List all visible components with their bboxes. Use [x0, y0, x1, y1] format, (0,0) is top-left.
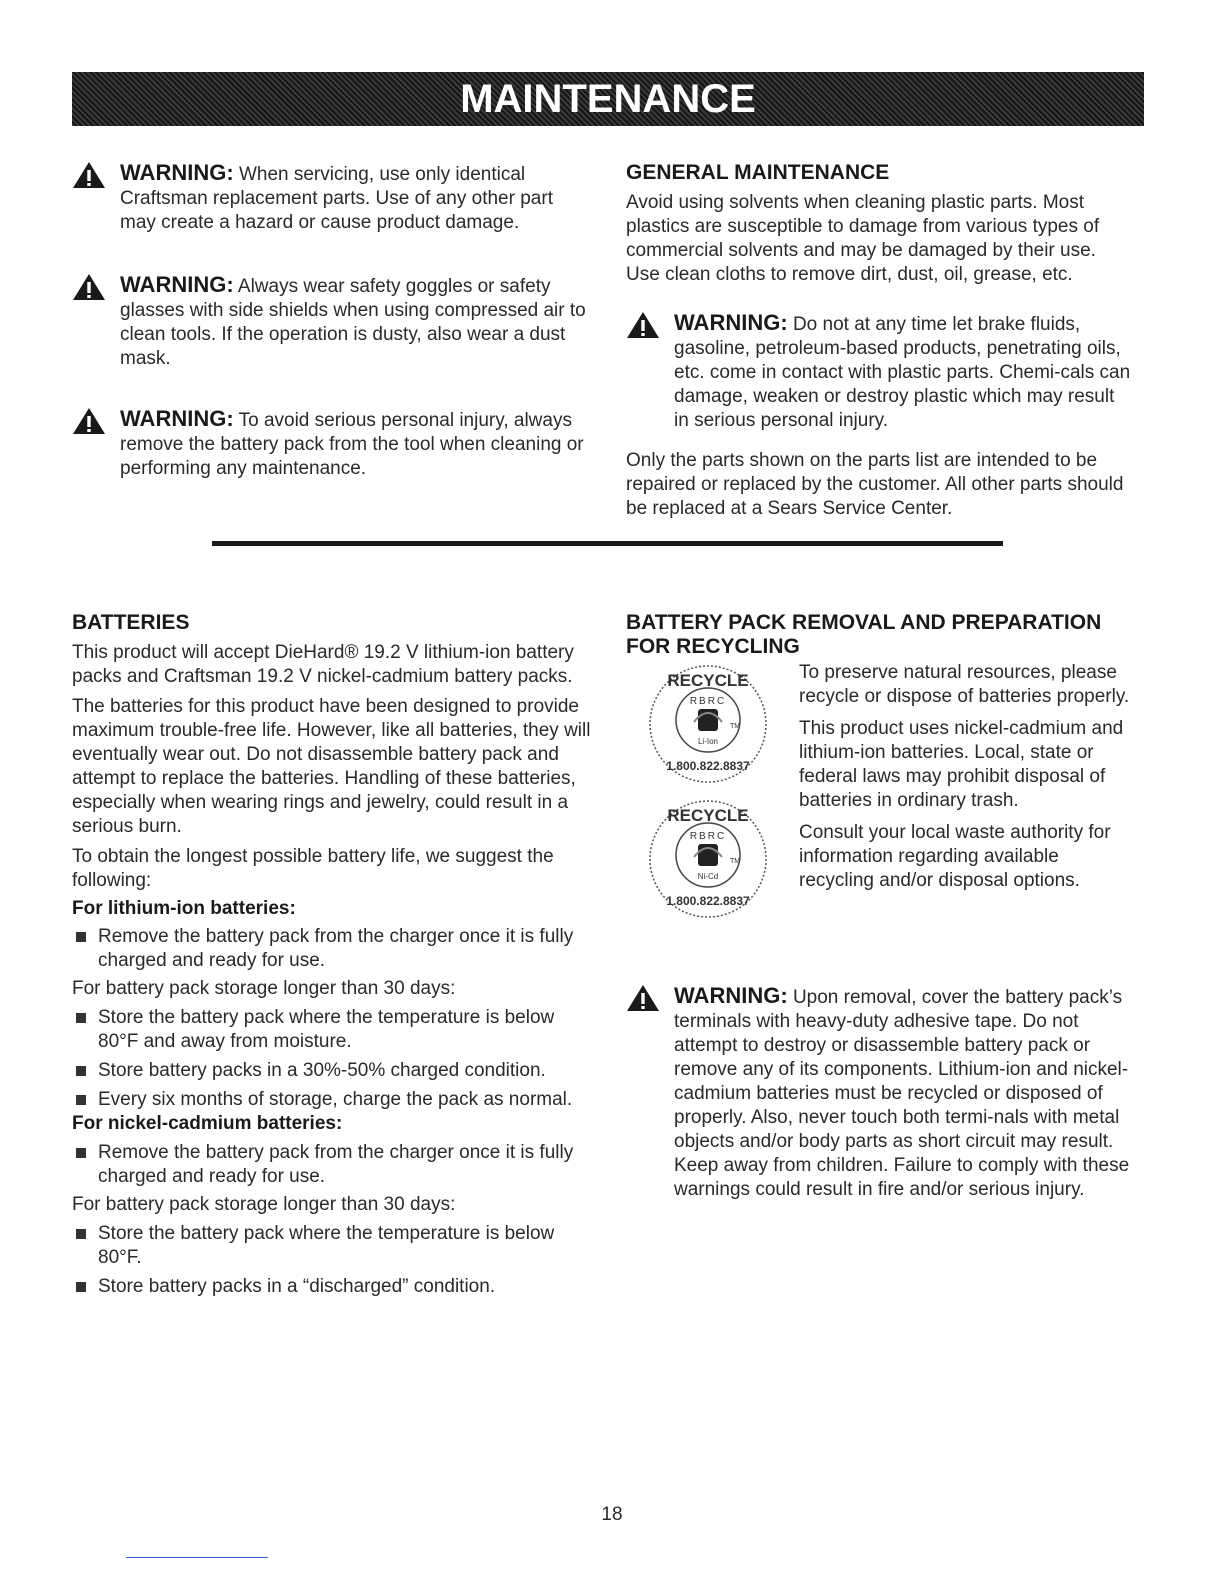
list-item — [72, 1059, 592, 1083]
warning-icon — [626, 984, 660, 1012]
list-item — [72, 925, 592, 973]
warning-keyword: WARNING: — [120, 160, 234, 185]
logo-type-text: Li-Ion — [697, 737, 719, 746]
list-item-text: Store the battery pack where the temperature is below 80°F. — [98, 1223, 555, 1268]
warning-text: When servicing, use only identical Craftsman replacement parts. Use of any other part may create a hazard or cause product damage. — [120, 164, 553, 233]
paragraph: To obtain the longest possible battery life, we suggest the following: — [72, 846, 554, 891]
paragraph: Avoid using solvents when cleaning plastic parts. Most plastics are susceptible to damage from various types of commercial solvents and may be damaged by their use. Use clean cloths to remove dirt, dust, oil, grease, etc. — [626, 192, 1100, 285]
subheading: For lithium-ion batteries: — [72, 898, 296, 919]
bullet-icon — [76, 1282, 86, 1292]
list-item — [72, 1141, 592, 1189]
logo-type-text: Ni-Cd — [697, 872, 719, 881]
section-heading: BATTERIES — [72, 611, 190, 634]
logo-tm-text: TM — [730, 723, 741, 730]
section-heading: BATTERY PACK REMOVAL AND PREPARATION FOR RECYCLING — [626, 611, 1102, 658]
paragraph: Consult your local waste authority for information regarding available recycling and/or disposal options. — [799, 822, 1111, 891]
warning-block — [72, 273, 592, 371]
warning-keyword: WARNING: — [120, 272, 234, 297]
list-item-text: Every six months of storage, charge the pack as normal. — [98, 1089, 573, 1110]
warning-text: Do not at any time let brake fluids, gasoline, petroleum-based products, penetrating oils, etc. come in contact with plastic parts. Chemi-cals can damage, weaken or destroy plastic which may result in serious personal injury. — [674, 314, 1131, 431]
paragraph: For battery pack storage longer than 30 days: — [72, 978, 456, 999]
recycling-section — [626, 611, 1131, 659]
bullet-icon — [76, 1066, 86, 1076]
bullet-icon — [76, 1013, 86, 1023]
section-banner — [72, 72, 1144, 126]
warning-keyword: WARNING: — [674, 310, 788, 335]
page-number: 18 — [601, 1504, 623, 1525]
paragraph: Only the parts shown on the parts list are intended to be repaired or replaced by the customer. All other parts should be replaced at a Sears Service Center. — [626, 450, 1124, 519]
warning-icon — [626, 311, 660, 339]
list-item-text: Store battery packs in a “discharged” condition. — [98, 1276, 496, 1297]
paragraph: This product uses nickel-cadmium and lithium-ion batteries. Local, state or federal laws may prohibit disposal of batteries in ordinary trash. — [799, 718, 1124, 811]
page-title: MAINTENANCE — [460, 76, 756, 121]
logo-phone-text: 1.800.822.8837 — [666, 759, 750, 773]
logo-top-text: RECYCLE — [667, 806, 749, 825]
list-item-text: Store battery packs in a 30%-50% charged condition. — [98, 1060, 546, 1081]
warning-icon — [72, 273, 106, 301]
warning-block — [626, 984, 1131, 1202]
paragraph: The batteries for this product have been designed to provide maximum trouble-free life. However, like all batteries, they will eventually wear out. Do not disassemble battery pack and attempt to replace the batteries. Handling of these batteries, especially when wearing rings and jewelry, could result in a serious burn. — [72, 696, 591, 837]
footer-line — [126, 1557, 268, 1558]
list-item-text: Remove the battery pack from the charger once it is fully charged and ready for use. — [98, 1142, 574, 1187]
logo-org-text: RBRC — [689, 831, 727, 842]
logo-phone-text: 1.800.822.8837 — [666, 894, 750, 908]
general-maintenance-section — [626, 161, 1131, 521]
warning-block — [72, 407, 592, 481]
batteries-section — [72, 611, 592, 1299]
warning-block — [72, 161, 592, 235]
warning-text: Always wear safety goggles or safety glasses with side shields when using compressed air to clean tools. If the operation is dusty, also wear a dust mask. — [120, 276, 586, 369]
warning-icon — [72, 161, 106, 189]
list-item — [72, 1088, 592, 1112]
bullet-icon — [76, 1229, 86, 1239]
list-item — [72, 1275, 592, 1299]
logo-top-text: RECYCLE — [667, 671, 749, 690]
warning-icon — [72, 407, 106, 435]
warning-text: To avoid serious personal injury, always remove the battery pack from the tool when cleaning or performing any maintenance. — [120, 410, 584, 479]
warning-text: Upon removal, cover the battery pack’s terminals with heavy-duty adhesive tape. Do not attempt to destroy or disassemble battery pack or remove any of its components. Lithium-ion and nickel-cadmium batteries must be recycled or disposed of properly. Also, never touch both termi-nals with metal objects and/or body parts as short circuit may result. Keep away from children. Failure to comply with these warnings could result in fire and/or serious injury. — [674, 987, 1130, 1200]
logo-tm-text: TM — [730, 858, 741, 865]
paragraph: For battery pack storage longer than 30 days: — [72, 1194, 456, 1215]
list-item-text: Remove the battery pack from the charger once it is fully charged and ready for use. — [98, 926, 574, 971]
bullet-icon — [76, 1148, 86, 1158]
bullet-icon — [76, 932, 86, 942]
paragraph: To preserve natural resources, please recycle or dispose of batteries properly. — [799, 662, 1130, 707]
subheading: For nickel-cadmium batteries: — [72, 1113, 343, 1134]
section-heading: GENERAL MAINTENANCE — [626, 161, 890, 184]
recycling-warning — [626, 984, 1131, 1202]
logo-org-text: RBRC — [689, 696, 727, 707]
list-item — [72, 1006, 592, 1054]
list-item-text: Store the battery pack where the temperature is below 80°F and away from moisture. — [98, 1007, 555, 1052]
warning-keyword: WARNING: — [674, 983, 788, 1008]
left-warnings — [72, 161, 592, 481]
paragraph: This product will accept DieHard® 19.2 V lithium-ion battery packs and Craftsman 19.2 V nickel-cadmium battery packs. — [72, 642, 574, 687]
recycling-text — [799, 661, 1139, 893]
section-divider — [212, 541, 1003, 546]
bullet-icon — [76, 1095, 86, 1105]
rbrc-nicd-recycle-logo — [646, 797, 770, 921]
rbrc-liion-recycle-logo — [646, 662, 770, 786]
warning-block — [626, 311, 1131, 433]
list-item — [72, 1222, 592, 1270]
warning-keyword: WARNING: — [120, 406, 234, 431]
